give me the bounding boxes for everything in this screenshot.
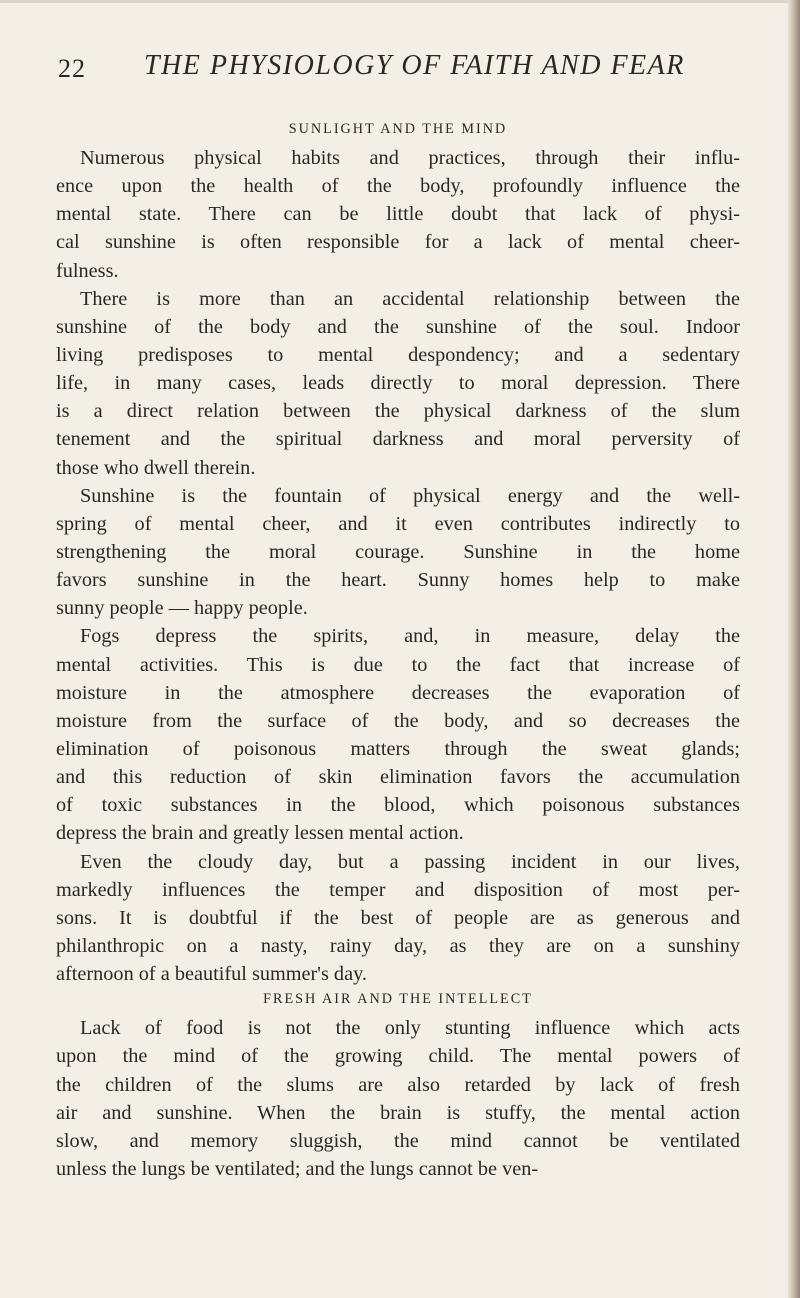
text-line: moisture in the atmosphere decreases the evaporation of — [56, 681, 740, 704]
text-line: favors sunshine in the heart. Sunny homes help to make — [56, 569, 740, 592]
text-line: ence upon the health of the body, profoundly influence the — [56, 175, 740, 198]
text-line: fulness. — [56, 259, 119, 282]
running-head — [58, 50, 748, 90]
text-line: air and sunshine. When the brain is stuffy, the mental action — [56, 1101, 740, 1124]
text-line: cal sunshine is often responsible for a lack of mental cheer- — [56, 231, 740, 254]
text-line: sunny people — happy people. — [56, 597, 308, 620]
page-right-edge — [788, 0, 800, 1298]
text-line: the children of the slums are also retarded by lack of fresh — [56, 1073, 740, 1096]
body-text — [56, 118, 740, 1183]
text-line: sunshine of the body and the sunshine of the soul. Indoor — [56, 315, 740, 338]
text-line: slow, and memory sluggish, the mind cannot be ventilated — [56, 1129, 740, 1152]
text-line: those who dwell therein. — [56, 456, 256, 479]
running-title: THE PHYSIOLOGY OF FAITH AND FEAR — [144, 50, 685, 81]
text-line: life, in many cases, leads directly to moral depression. There — [56, 372, 740, 395]
text-line: living predisposes to mental despondency; and a sedentary — [56, 343, 740, 366]
text-line: of toxic substances in the blood, which poisonous substances — [56, 794, 740, 817]
text-line: elimination of poisonous matters through the sweat glands; — [56, 737, 740, 760]
text-line: Numerous physical habits and practices, through their influ- — [80, 147, 740, 169]
page-number: 22 — [58, 54, 86, 83]
section-heading: SUNLIGHT AND THE MIND — [288, 121, 508, 137]
paragraph — [56, 622, 740, 847]
text-line: spring of mental cheer, and it even contributes indirectly to — [56, 512, 740, 535]
text-line: upon the mind of the growing child. The mental powers of — [56, 1045, 740, 1068]
text-line: strengthening the moral courage. Sunshine in the home — [56, 540, 740, 563]
text-line: sons. It is doubtful if the best of people are as generous and — [56, 906, 740, 929]
text-line: is a direct relation between the physical darkness of the slum — [56, 400, 740, 423]
paragraph — [56, 144, 740, 285]
text-line: unless the lungs be ventilated; and the lungs cannot be ven- — [56, 1157, 539, 1180]
text-line: Sunshine is the fountain of physical energy and the well- — [80, 484, 740, 507]
text-line: afternoon of a beautiful summer's day. — [56, 963, 367, 986]
section-heading: FRESH AIR AND THE INTELLECT — [263, 991, 533, 1008]
text-line: philanthropic on a nasty, rainy day, as they are on a sunshiny — [56, 934, 740, 957]
text-line: and this reduction of skin elimination favors the accumulation — [56, 766, 740, 789]
text-line: moisture from the surface of the body, and so decreases the — [56, 709, 740, 732]
text-line: There is more than an accidental relationship between the — [80, 287, 740, 310]
paragraph — [56, 848, 740, 989]
text-line: Even the cloudy day, but a passing incident in our lives, — [80, 850, 740, 873]
text-line: mental activities. This is due to the fact that increase of — [56, 653, 740, 676]
page-top-edge — [0, 0, 800, 3]
text-line: tenement and the spiritual darkness and moral perversity of — [56, 428, 740, 451]
paragraph — [56, 1014, 740, 1183]
text-line: mental state. There can be little doubt that lack of physi- — [56, 203, 740, 226]
text-line: Lack of food is not the only stunting influence which acts — [80, 1017, 740, 1040]
text-line: depress the brain and greatly lessen mental action. — [56, 822, 464, 845]
paragraph — [56, 285, 740, 482]
text-line: Fogs depress the spirits, and, in measure, delay the — [80, 625, 740, 648]
text-line: markedly influences the temper and disposition of most per- — [56, 878, 740, 901]
paragraph — [56, 482, 740, 623]
